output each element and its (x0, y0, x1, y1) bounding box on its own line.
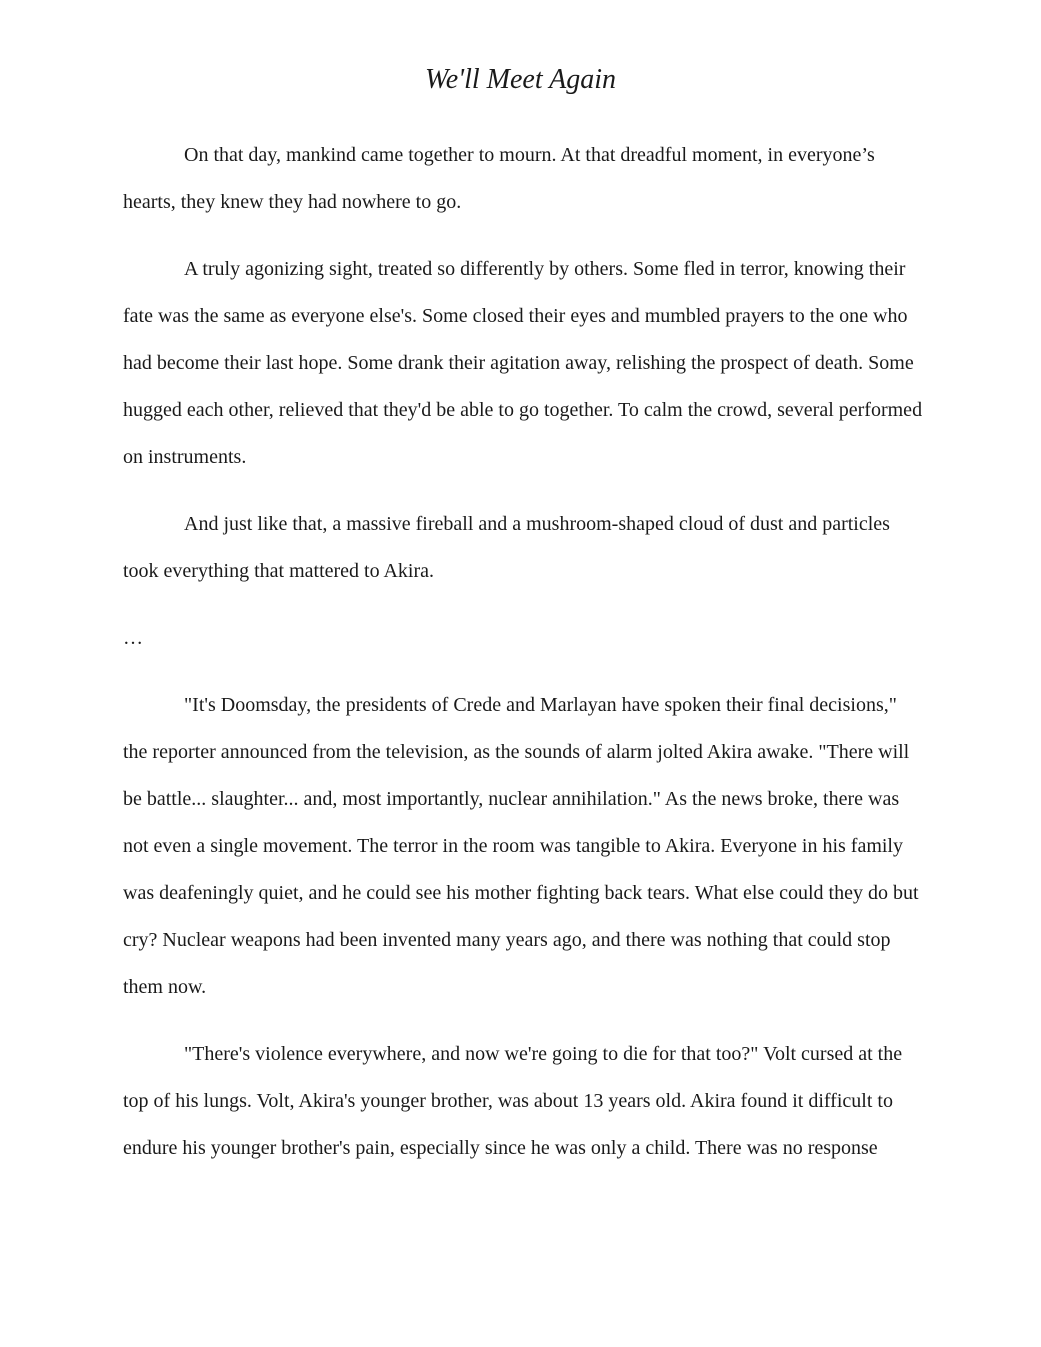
section-separator: … (123, 627, 143, 649)
paragraph: "It's Doomsday, the presidents of Crede and Marlayan have spoken their final decisions," the reporter announced from the television, as the sounds of alarm jolted Akira awake. "There will be battle... slaughter... and, most importantly, nuclear annihilation." As the news broke, there was not even a single movement. The terror in the room was tangible to Akira. Everyone in his family was deafeningly quiet, and he could see his mother fighting back tears. What else could they do but cry? Nuclear weapons had been invented many years ago, and there was nothing that could stop them now. (123, 694, 919, 998)
document-body (123, 132, 923, 1192)
document-title: We'll Meet Again (424, 64, 617, 95)
paragraph: And just like that, a massive fireball and a mushroom-shaped cloud of dust and particles took everything that mattered to Akira. (123, 513, 890, 582)
paragraph: A truly agonizing sight, treated so differently by others. Some fled in terror, knowing their fate was the same as everyone else's. Some closed their eyes and mumbled prayers to the one who had become their last hope. Some drank their agitation away, relishing the prospect of death. Some hugged each other, relieved that they'd be able to go together. To calm the crowd, several performed on instruments. (123, 258, 923, 468)
paragraph: On that day, mankind came together to mourn. At that dreadful moment, in everyone’s hearts, they knew they had nowhere to go. (123, 144, 875, 213)
paragraph: "There's violence everywhere, and now we're going to die for that too?" Volt cursed at the top of his lungs. Volt, Akira's younger brother, was about 13 years old. Akira found it difficult to endure his younger brother's pain, especially since he was only a child. There was no response (123, 1043, 903, 1159)
